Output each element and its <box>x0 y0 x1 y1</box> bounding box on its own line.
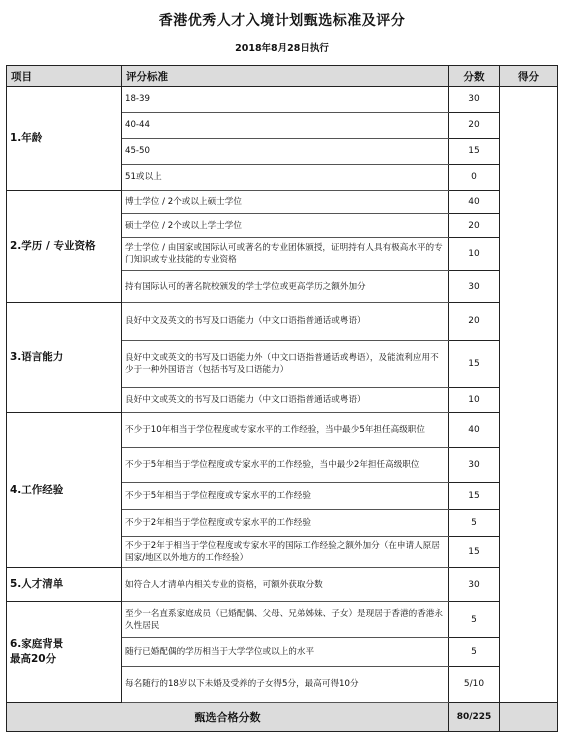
criteria-cell: 良好中文及英文的书写及口语能力（中文口语指普通话或粤语） <box>122 303 449 340</box>
criteria-cell: 良好中文或英文的书写及口语能力外（中文口语指普通话或粤语），及能流利应用不少于一种外国语言（包括书写及口语能力） <box>122 340 449 388</box>
table-header-row <box>7 66 558 87</box>
score-cell: 10 <box>449 388 500 413</box>
table-row <box>7 190 558 214</box>
criteria-cell: 持有国际认可的著名院校颁发的学士学位或更高学历之额外加分 <box>122 271 449 303</box>
total-points <box>500 702 558 731</box>
criteria-cell: 硕士学位 / 2个或以上学士学位 <box>122 214 449 238</box>
criteria-cell: 学士学位 / 由国家或国际认可或著名的专业团体颁授，证明持有人具有极高水平的专门知识或专业技能的专业资格 <box>122 238 449 271</box>
total-label: 甄选合格分数 <box>7 702 449 731</box>
total-score: 80/225 <box>449 702 500 731</box>
section-name: 5.人才清单 <box>7 568 122 602</box>
score-cell: 30 <box>449 448 500 483</box>
section-name: 3.语言能力 <box>7 303 122 413</box>
score-cell: 40 <box>449 413 500 448</box>
score-cell: 5 <box>449 602 500 637</box>
criteria-cell: 良好中文或英文的书写及口语能力（中文口语指普通话或粤语） <box>122 388 449 413</box>
points-column <box>500 87 558 703</box>
document-title: 香港优秀人才入境计划甄选标准及评分 <box>158 13 406 29</box>
table-row <box>7 87 558 113</box>
criteria-cell: 不少于10年相当于学位程度或专家水平的工作经验，当中最少5年担任高级职位 <box>122 413 449 448</box>
scoring-table <box>6 65 558 732</box>
score-cell: 40 <box>449 190 500 214</box>
criteria-cell: 不少于2年相当于学位程度或专家水平的工作经验 <box>122 510 449 537</box>
total-row <box>7 702 558 731</box>
score-cell: 20 <box>449 303 500 340</box>
header-points: 得分 <box>500 66 558 87</box>
header-score: 分数 <box>449 66 500 87</box>
section-name: 4.工作经验 <box>7 413 122 568</box>
score-cell: 15 <box>449 340 500 388</box>
score-cell: 15 <box>449 483 500 510</box>
score-cell: 10 <box>449 238 500 271</box>
criteria-cell: 不少于5年相当于学位程度或专家水平的工作经验，当中最少2年担任高级职位 <box>122 448 449 483</box>
criteria-cell: 至少一名直系家庭成员（已婚配偶、父母、兄弟姊妹、子女）是现居于香港的香港永久性居民 <box>122 602 449 637</box>
section-name: 6.家庭背景 最高20分 <box>7 602 122 702</box>
score-cell: 20 <box>449 112 500 138</box>
table-row <box>7 568 558 602</box>
table-row <box>7 602 558 637</box>
score-cell: 20 <box>449 214 500 238</box>
criteria-cell: 51或以上 <box>122 164 449 190</box>
score-cell: 5 <box>449 637 500 666</box>
table-row <box>7 413 558 448</box>
score-cell: 5/10 <box>449 666 500 702</box>
score-cell: 15 <box>449 537 500 568</box>
criteria-cell: 博士学位 / 2个或以上硕士学位 <box>122 190 449 214</box>
score-cell: 30 <box>449 271 500 303</box>
criteria-cell: 40-44 <box>122 112 449 138</box>
section-name: 2.学历 / 专业资格 <box>7 190 122 303</box>
score-cell: 30 <box>449 568 500 602</box>
criteria-cell: 18-39 <box>122 87 449 113</box>
criteria-cell: 45-50 <box>122 138 449 164</box>
score-cell: 15 <box>449 138 500 164</box>
score-cell: 0 <box>449 164 500 190</box>
effective-date: 2018年8月28日执行 <box>235 43 329 54</box>
score-cell: 30 <box>449 87 500 113</box>
table-body <box>7 87 558 732</box>
criteria-cell: 如符合人才清单内相关专业的资格，可额外获取分数 <box>122 568 449 602</box>
criteria-cell: 每名随行的18岁以下未婚及受养的子女得5分，最高可得10分 <box>122 666 449 702</box>
criteria-cell: 不少于5年相当于学位程度或专家水平的工作经验 <box>122 483 449 510</box>
table-row <box>7 303 558 340</box>
criteria-cell: 随行已婚配偶的学历相当于大学学位或以上的水平 <box>122 637 449 666</box>
section-name: 1.年龄 <box>7 87 122 191</box>
score-cell: 5 <box>449 510 500 537</box>
criteria-cell: 不少于2年于相当于学位程度或专家水平的国际工作经验之额外加分（在申请人原居国家/地区以外地方的工作经验） <box>122 537 449 568</box>
header-item: 项目 <box>7 66 122 87</box>
header-criteria: 评分标准 <box>122 66 449 87</box>
